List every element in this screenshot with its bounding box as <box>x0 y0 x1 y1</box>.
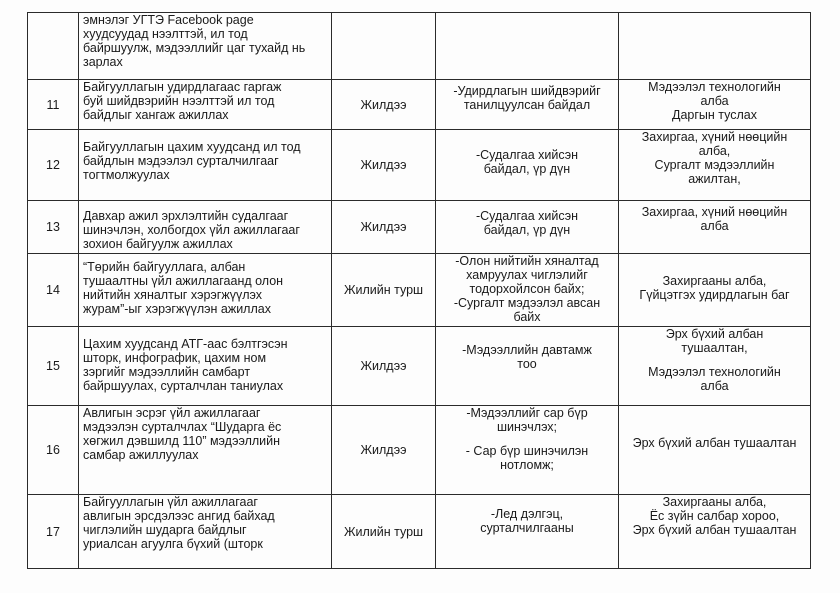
cell-line: -Удирдлагын шийдвэрийг <box>453 84 601 98</box>
cell-line: -Мэдээллийг сар бүр <box>466 406 588 420</box>
cell-line: самбар ажиллуулах <box>83 448 199 462</box>
cell-line: тогтмолжуулах <box>83 168 170 182</box>
cell-line: мэдээлэн сурталчлах “Шударга ёс <box>83 420 282 434</box>
responsible-cell <box>619 495 811 569</box>
cell-line: Даргын туслах <box>671 108 757 122</box>
cell-line: уриалсан агуулга бүхий (шторк <box>83 537 263 551</box>
task-cell <box>79 13 332 80</box>
cell-line: зохион байгуулж ажиллах <box>83 237 233 251</box>
row-number: 11 <box>28 80 79 130</box>
cell-line: Эрх бүхий албан тушаалтан <box>632 436 797 450</box>
cell-line <box>623 355 806 365</box>
cell-line: байршуулж, мэдээллийг цаг тухайд нь <box>83 41 306 55</box>
cell-line: Байгууллагын үйл ажиллагааг <box>83 495 258 509</box>
table-row <box>28 130 811 201</box>
cell-line: -Судалгаа хийсэн <box>475 209 579 223</box>
cell-line: хөгжил дэвшилд 110” мэдээллийн <box>83 434 281 448</box>
task-cell <box>79 254 332 327</box>
cell-line: Гүйцэтгэх удирдлагын баг <box>639 288 790 302</box>
responsible-cell <box>619 80 811 130</box>
cell-line: Авлигын эсрэг үйл ажиллагааг <box>83 406 261 420</box>
cell-line: нийтийн хяналтыг хэрэгжүүлэх <box>83 288 263 302</box>
cell-line: Мэдээлэл технологийн <box>648 365 781 379</box>
row-number: 12 <box>28 130 79 201</box>
cell-line: Цахим хуудсанд АТГ-аас бэлтгэсэн <box>83 337 288 351</box>
table-row <box>28 327 811 406</box>
row-number: 16 <box>28 406 79 495</box>
result-cell <box>436 495 619 569</box>
responsible-cell <box>619 406 811 495</box>
cell-line: - Сар бүр шинэчилэн <box>465 444 589 458</box>
cell-line: алба <box>700 379 729 393</box>
row-number <box>28 13 79 80</box>
table-row <box>28 495 811 569</box>
cell-line: Захиргаа, хүний нөөцийн <box>641 205 788 219</box>
cell-line: шторк, инфографик, цахим ном <box>83 351 267 365</box>
cell-line: танилцуулсан байдал <box>463 98 591 112</box>
cell-line: Захиргааны алба, <box>662 495 767 509</box>
result-cell <box>436 406 619 495</box>
task-cell <box>79 80 332 130</box>
cell-line: хуудсуудад нээлттэй, ил тод <box>83 27 248 41</box>
table-row <box>28 254 811 327</box>
cell-line: -Олон нийтийн хяналтад <box>455 254 599 268</box>
cell-line: журам”-ыг хэрэгжүүлэн ажиллах <box>83 302 271 316</box>
responsible-cell <box>619 201 811 254</box>
cell-line: Эрх бүхий албан <box>665 327 764 341</box>
cell-line: нотломж; <box>500 458 554 472</box>
cell-line: Давхар ажил эрхлэлтийн судалгааг <box>83 209 289 223</box>
table-row <box>28 201 811 254</box>
cell-line: Захиргаа, хүний нөөцийн <box>641 130 788 144</box>
cell-line: Мэдээлэл технологийн <box>648 80 781 94</box>
cell-line: -Мэдээллийн давтамж <box>462 343 592 357</box>
cell-line: байршуулах, сурталчлан таниулах <box>83 379 284 393</box>
cell-line: Эрх бүхий албан тушаалтан <box>632 523 797 537</box>
cell-line: ажилтан, <box>688 172 741 186</box>
cell-line: шинэчлэх; <box>496 420 558 434</box>
table-body <box>28 13 811 569</box>
cell-line: чиглэлийн шударга байдлыг <box>83 523 247 537</box>
cell-line: Байгууллагын удирдлагаас гаргаж <box>83 80 282 94</box>
cell-line: -Сургалт мэдээлэл авсан <box>453 296 601 310</box>
responsible-cell <box>619 327 811 406</box>
result-cell <box>436 201 619 254</box>
term-cell <box>332 13 436 80</box>
cell-line: Ёс зүйн салбар хороо, <box>649 509 780 523</box>
row-number: 15 <box>28 327 79 406</box>
responsible-cell <box>619 130 811 201</box>
result-cell <box>436 130 619 201</box>
cell-line: буй шийдвэрийн нээлттэй ил тод <box>83 94 275 108</box>
task-cell <box>79 327 332 406</box>
cell-line: тодорхойлсон байх; <box>469 282 585 296</box>
task-cell <box>79 495 332 569</box>
task-cell <box>79 201 332 254</box>
cell-line: Захиргааны алба, <box>662 274 767 288</box>
cell-line: авлигын эрсдэлээс ангид байхад <box>83 509 275 523</box>
term-cell: Жилийн турш <box>332 495 436 569</box>
result-cell <box>436 80 619 130</box>
cell-line: тоо <box>517 357 537 371</box>
cell-line: сурталчилгааны <box>480 521 574 535</box>
responsible-cell <box>619 254 811 327</box>
task-cell <box>79 406 332 495</box>
cell-line: шинэчлэн, холбогдох үйл ажиллагааг <box>83 223 300 237</box>
cell-line: -Лед дэлгэц, <box>490 507 564 521</box>
table-row <box>28 80 811 130</box>
cell-line: байдлыг хангаж ажиллах <box>83 108 229 122</box>
cell-line: хамруулах чиглэлийг <box>466 268 588 282</box>
term-cell: Жилдээ <box>332 201 436 254</box>
term-cell: Жилдээ <box>332 406 436 495</box>
cell-line: -Судалгаа хийсэн <box>475 148 579 162</box>
result-cell <box>436 254 619 327</box>
action-plan-table <box>27 12 811 569</box>
term-cell: Жилийн турш <box>332 254 436 327</box>
cell-line: тушаалтан, <box>681 341 748 355</box>
cell-line: “Төрийн байгууллага, албан <box>83 260 246 274</box>
cell-line: эмнэлэг УГТЭ Facebook page <box>83 13 254 27</box>
table-row <box>28 406 811 495</box>
result-cell <box>436 13 619 80</box>
term-cell: Жилдээ <box>332 130 436 201</box>
row-number: 13 <box>28 201 79 254</box>
cell-line <box>440 434 614 444</box>
cell-line: зарлах <box>83 55 123 69</box>
cell-line: алба, <box>698 144 731 158</box>
cell-line: байдал, үр дүн <box>483 162 571 176</box>
cell-line: Сургалт мэдээллийн <box>654 158 775 172</box>
cell-line: байдлын мэдээлэл сурталчилгааг <box>83 154 279 168</box>
row-number: 14 <box>28 254 79 327</box>
task-cell <box>79 130 332 201</box>
cell-line: байх <box>513 310 541 324</box>
cell-line: алба <box>700 219 729 233</box>
cell-line: Байгууллагын цахим хуудсанд ил тод <box>83 140 301 154</box>
cell-line: зэргийг мэдээллийн самбарт <box>83 365 251 379</box>
cell-line: тушаалтны үйл ажиллагаанд олон <box>83 274 284 288</box>
table-row <box>28 13 811 80</box>
term-cell: Жилдээ <box>332 327 436 406</box>
term-cell: Жилдээ <box>332 80 436 130</box>
responsible-cell <box>619 13 811 80</box>
row-number: 17 <box>28 495 79 569</box>
cell-line: алба <box>700 94 729 108</box>
result-cell <box>436 327 619 406</box>
cell-line: байдал, үр дүн <box>483 223 571 237</box>
